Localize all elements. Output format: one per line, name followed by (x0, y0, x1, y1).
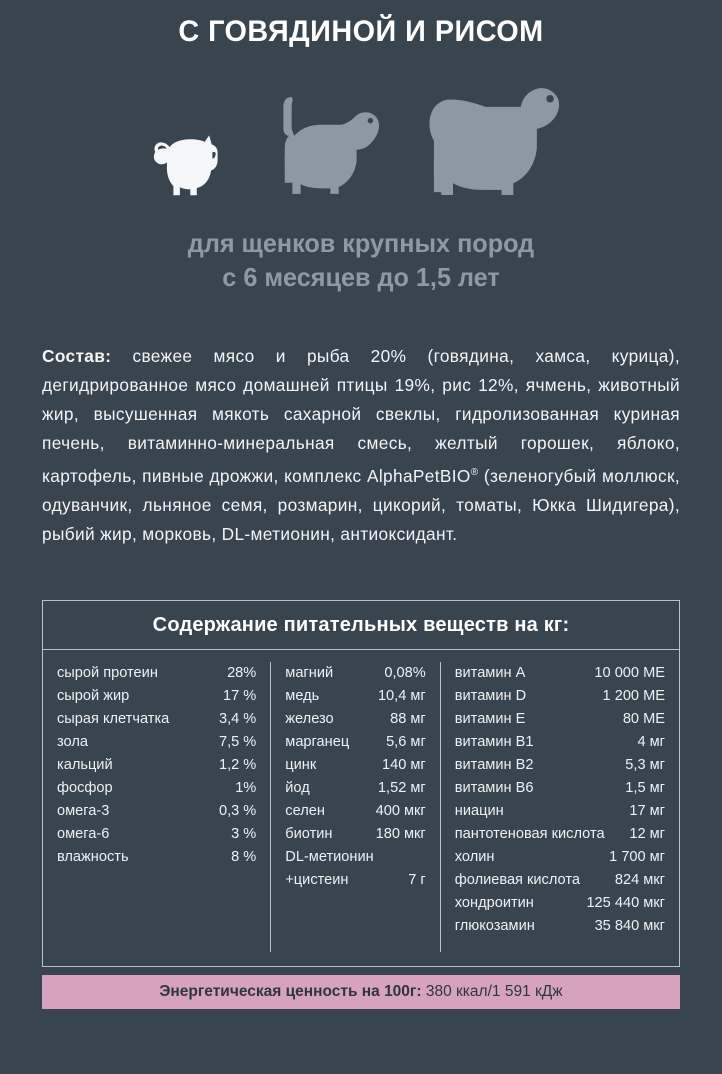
nutrient-row (285, 846, 425, 869)
nutrient-label: влажность (57, 849, 129, 865)
nutrient-row (455, 685, 665, 708)
nutrition-table-heading: Содержание питательных веществ на кг: (43, 601, 679, 650)
nutrient-value: 0,3 % (218, 803, 257, 819)
nutrient-value: 0,08% (384, 665, 426, 681)
nutrient-label: витамин D (454, 688, 527, 704)
nutrient-row (57, 800, 256, 823)
composition-paragraph (42, 342, 680, 549)
nutrient-value: 1 200 МЕ (602, 688, 665, 704)
nutrient-label: йод (285, 780, 310, 796)
nutrient-value: 1% (235, 780, 257, 796)
header (0, 0, 722, 294)
pet-size-silhouettes (0, 68, 722, 198)
nutrient-label: сырой протеин (57, 665, 158, 681)
cat-silhouette (150, 130, 228, 198)
nutrient-value: 3,4 % (218, 711, 257, 727)
nutrient-row (285, 777, 425, 800)
nutrient-row (57, 685, 256, 708)
nutrient-row (285, 800, 425, 823)
nutrient-row (455, 777, 665, 800)
nutrient-label: магний (285, 665, 334, 681)
subtitle-line-1: для щенков крупных пород (187, 228, 535, 258)
nutrient-row (455, 662, 665, 685)
nutrient-row (285, 708, 425, 731)
nutrient-label: кальций (57, 757, 113, 773)
nutrient-row (455, 846, 665, 869)
nutrient-value: 180 мкг (375, 826, 426, 842)
nutrient-label: витамин E (454, 711, 526, 727)
nutrient-value: 1,52 мг (377, 780, 426, 796)
nutrient-row (57, 846, 256, 869)
nutrient-row (455, 800, 665, 823)
nutrient-row (57, 731, 256, 754)
nutrient-row (455, 708, 665, 731)
nutrient-value: 10,4 мг (377, 688, 426, 704)
nutrient-value: 140 мг (382, 757, 426, 773)
nutrient-row (285, 731, 425, 754)
nutrient-label: биотин (285, 826, 333, 842)
nutrient-row (455, 823, 665, 846)
nutrition-column-minerals (270, 662, 439, 952)
nutrient-label: омега-3 (57, 803, 110, 819)
nutrient-label: витамин B6 (454, 780, 534, 796)
nutrient-label: фосфор (57, 780, 113, 796)
nutrient-value: 35 840 мкг (594, 918, 665, 934)
nutrient-row (285, 869, 425, 892)
nutrient-value: 5,3 мг (625, 757, 665, 773)
nutrient-label: цинк (285, 757, 317, 773)
registered-trademark-mark: ® (470, 467, 479, 478)
nutrient-label: витамин A (454, 665, 526, 681)
nutrient-row (57, 777, 256, 800)
nutrient-row (455, 869, 665, 892)
nutrition-column-vitamins (440, 662, 679, 952)
nutrient-label: омега-6 (57, 826, 110, 842)
energy-value-bar (42, 975, 680, 1009)
nutrient-value: 7,5 % (218, 734, 257, 750)
nutrient-row (455, 892, 665, 915)
nutrient-value: 1,5 мг (625, 780, 665, 796)
nutrient-label: медь (285, 688, 320, 704)
nutrient-label: DL-метионин (285, 849, 374, 865)
nutrient-row (57, 754, 256, 777)
nutrient-label: пантотеновая кислота (454, 826, 605, 842)
nutrient-value: 4 мг (637, 734, 665, 750)
nutrient-row (57, 708, 256, 731)
nutrient-label: зола (57, 734, 88, 750)
nutrient-row (455, 915, 665, 938)
nutrient-label: хондроитин (454, 895, 534, 911)
nutrient-value: 80 МЕ (622, 711, 665, 727)
energy-value: 380 ккал/1 591 кДж (421, 983, 563, 1000)
nutrient-value: 17 мг (629, 803, 665, 819)
large-dog-silhouette (412, 73, 572, 198)
medium-dog-silhouette (254, 93, 386, 198)
nutrient-row (285, 823, 425, 846)
composition-label: Состав: (42, 346, 112, 366)
nutrient-value: 125 440 мкг (586, 895, 665, 911)
nutrient-label: железо (285, 711, 334, 727)
product-subtitle (11, 226, 711, 294)
nutrient-value: 7 г (408, 872, 426, 888)
nutrient-value: 8 % (231, 849, 257, 865)
nutrient-value: 400 мкг (375, 803, 426, 819)
nutrient-label: +цистеин (285, 872, 349, 888)
nutrient-row (57, 823, 256, 846)
energy-label: Энергетическая ценность на 100г: (159, 983, 422, 1000)
nutrient-value: 3 % (231, 826, 257, 842)
nutrient-value: 5,6 мг (386, 734, 426, 750)
nutrient-value: 824 мкг (614, 872, 665, 888)
nutrient-row (285, 685, 425, 708)
nutrient-label: фолиевая кислота (454, 872, 580, 888)
nutrition-table (42, 600, 680, 967)
nutrient-value: 12 мг (629, 826, 665, 842)
nutrient-label: марганец (285, 734, 350, 750)
nutrient-value: 1 700 мг (609, 849, 665, 865)
nutrient-row (285, 662, 425, 685)
nutrient-label: сырая клетчатка (57, 711, 170, 727)
nutrient-row (57, 662, 256, 685)
composition-text: свежее мясо и рыба 20% (говядина, хамса, курица), дегидрированное мясо домашней птицы 19%, рис 12%, ячмень, животный жир, высушенная мякоть сахарной свеклы, гидролизованная куриная печень, витаминно-минеральная смесь, желтый горошек, яблоко, картофель, пивные дрожжи, комплекс AlphaPetBIO (42, 346, 680, 486)
nutrient-value: 88 мг (390, 711, 426, 727)
nutrient-value: 10 000 МЕ (594, 665, 665, 681)
nutrient-label: селен (285, 803, 325, 819)
nutrient-row (455, 754, 665, 777)
nutrient-row (285, 754, 425, 777)
nutrition-column-analytical (43, 662, 270, 952)
page-title: С ГОВЯДИНОЙ И РИСОМ (178, 15, 544, 48)
composition-text-tail: (зеленогубый моллюск, одуванчик, льняное семя, розмарин, цикорий, томаты, Юкка Шидигера), рыбий жир, морковь, DL-метионин, антиоксидант. (42, 465, 681, 544)
nutrient-label: холин (454, 849, 495, 865)
nutrient-label: глюкозамин (454, 918, 535, 934)
nutrient-label: витамин B2 (454, 757, 534, 773)
nutrient-value: 28% (227, 665, 257, 681)
nutrient-label: витамин B1 (454, 734, 534, 750)
subtitle-line-2: с 6 месяцев до 1,5 лет (222, 262, 500, 292)
nutrition-table-body (43, 650, 679, 966)
nutrient-value: 17 % (223, 688, 257, 704)
nutrient-value: 1,2 % (218, 757, 257, 773)
nutrient-row (455, 731, 665, 754)
nutrient-label: сырой жир (57, 688, 130, 704)
nutrient-label: ниацин (454, 803, 504, 819)
